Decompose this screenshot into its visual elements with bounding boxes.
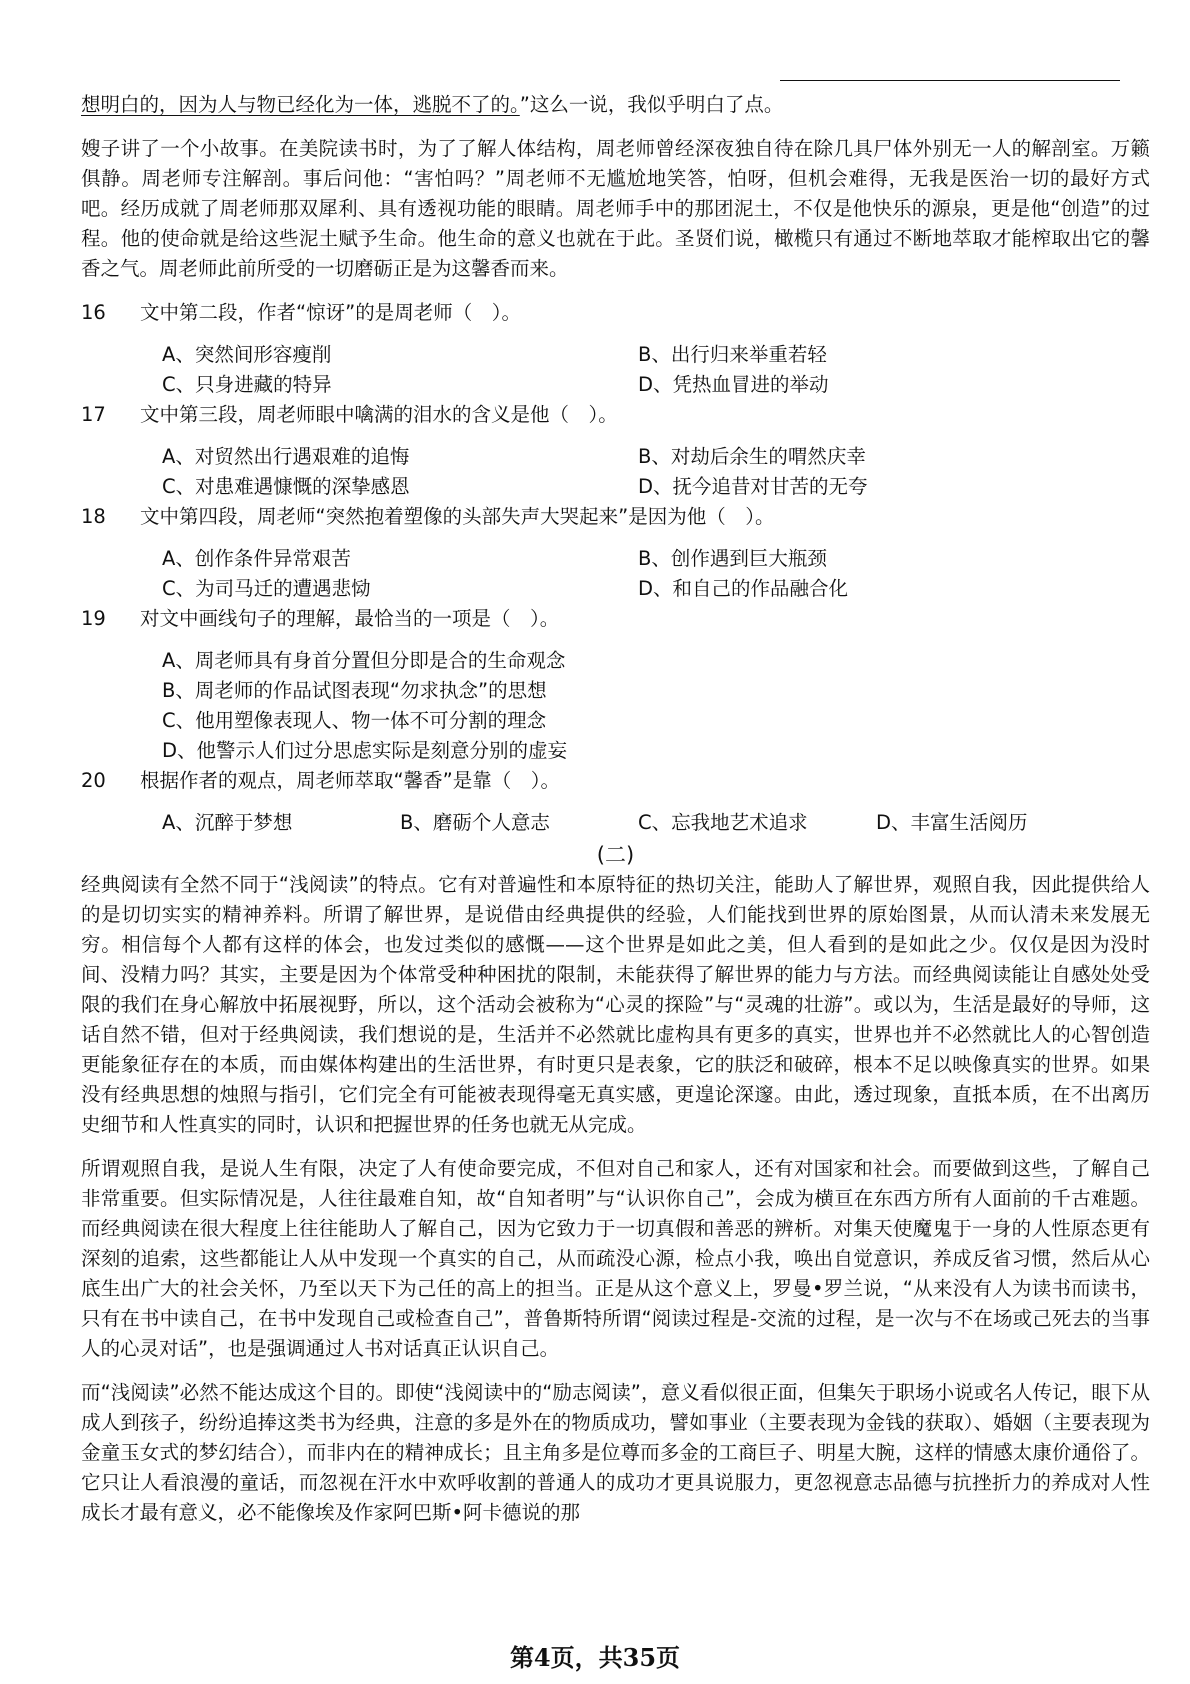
option-c[interactable]: C、忘我地艺术追求: [638, 811, 808, 834]
option-d[interactable]: D、和自己的作品融合化: [638, 577, 849, 600]
question-stem: 文中第三段，周老师眼中噙满的泪水的含义是他（ ）。: [140, 403, 618, 426]
option-a[interactable]: A、周老师具有身首分置但分即是合的生命观念: [162, 649, 566, 672]
option-b[interactable]: B、周老师的作品试图表现“勿求执念”的思想: [162, 679, 547, 702]
question-16-options: [162, 340, 1150, 400]
question-18-options: [162, 544, 1150, 604]
question-16: [81, 298, 1150, 328]
underlined-sentence: 想明白的，因为人与物已经化为一体，逃脱不了的。: [81, 93, 520, 116]
top-answer-line: [780, 80, 1120, 81]
essay-paragraph-2: 所谓观照自我，是说人生有限，决定了人有使命要完成，不但对自己和家人，还有对国家和社会。而要做到这些，了解自己非常重要。但实际情况是，人往往最难自知，故“自知者明”与“认识你自己”，会成为横亘在东西方所有人面前的千古难题。而经典阅读在很大程度上往往能助人了解自己，因为它致力于一切真假和善恶的辨析。对集天使魔鬼于一身的人性原态更有深刻的追索，这些都能让人从中发现一个真实的自己，从而疏没心源，检点小我，唤出自觉意识，养成反省习惯，然后从心底生出广大的社会关怀，乃至以天下为己任的高上的担当。正是从这个意义上，罗曼•罗兰说，“从来没有人为读书而读书，只有在书中读自己，在书中发现自己或检查自己”，普鲁斯特所谓“阅读过程是-交流的过程，是一次与不在场或己死去的当事人的心灵对话”，也是强调通过人书对话真正认识自己。: [81, 1157, 1150, 1360]
question-20-options: [162, 808, 1150, 838]
question-stem: 文中第二段，作者“惊讶”的是周老师（ ）。: [140, 301, 521, 324]
question-number: 16: [81, 301, 106, 324]
question-17: [81, 400, 1150, 430]
option-a[interactable]: A、突然间形容瘦削: [162, 343, 332, 366]
option-b[interactable]: B、创作遇到巨大瓶颈: [638, 547, 827, 570]
essay-paragraph-3: 而“浅阅读”必然不能达成这个目的。即使“浅阅读中的“励志阅读”，意义看似很正面，但集矢于职场小说或名人传记，眼下从成人到孩子，纷纷追捧这类书为经典，注意的多是外在的物质成功，譬如事业（主要表现为金钱的获取）、婚姻（主要表现为金童玉女式的梦幻结合），而非内在的精神成长；且主角多是位尊而多金的工商巨子、明星大腕，这样的情感太康价通俗了。它只让人看浪漫的童话，而忽视在汗水中欢呼收割的普通人的成功才更具说服力，更忽视意志品德与抗挫折力的养成对人性成长才最有意义，必不能像埃及作家阿巴斯•阿卡德说的那: [81, 1381, 1150, 1524]
intro-rest: ”这么一说，我似乎明白了点。: [519, 93, 784, 116]
option-c[interactable]: C、只身进藏的特异: [162, 373, 332, 396]
option-a[interactable]: A、沉醉于梦想: [162, 811, 293, 834]
question-number: 20: [81, 769, 106, 792]
option-d[interactable]: D、他警示人们过分思虑实际是刻意分别的虚妄: [162, 739, 568, 762]
question-number: 19: [81, 607, 106, 630]
story-paragraph: 嫂子讲了一个小故事。在美院读书时，为了了解人体结构，周老师曾经深夜独自待在除几具尸体外别无一人的解剖室。万籁俱静。周老师专注解剖。事后问他：“害怕吗？”周老师不无尴尬地笑答，怕呀，但机会难得，无我是医治一切的最好方式吧。经历成就了周老师那双犀利、具有透视功能的眼睛。周老师手中的那团泥土，不仅是他快乐的源泉，更是他“创造”的过程。他的使命就是给这些泥土赋予生命。他生命的意义也就在于此。圣贤们说，橄榄只有通过不断地萃取才能榨取出它的馨香之气。周老师此前所受的一切磨砺正是为这馨香而来。: [81, 137, 1150, 280]
question-number: 17: [81, 403, 106, 426]
option-a[interactable]: A、创作条件异常艰苦: [162, 547, 351, 570]
option-c[interactable]: C、对患难遇慷慨的深挚感恩: [162, 475, 410, 498]
page-content: [81, 90, 1150, 1528]
question-stem: 对文中画线句子的理解，最恰当的一项是（ ）。: [140, 607, 560, 630]
page-footer: 第4页，共35页: [509, 1643, 681, 1672]
option-b[interactable]: B、磨砺个人意志: [400, 811, 550, 834]
question-19-options: [162, 646, 1150, 766]
question-stem: 根据作者的观点，周老师萃取“馨香”是靠（ ）。: [140, 769, 560, 792]
option-c[interactable]: C、他用塑像表现人、物一体不可分割的理念: [162, 709, 547, 732]
intro-paragraph: [81, 90, 1150, 120]
question-18: [81, 502, 1150, 532]
option-b[interactable]: B、对劫后余生的喟然庆幸: [638, 445, 866, 468]
question-20: [81, 766, 1150, 796]
essay-paragraph-1: 经典阅读有全然不同于“浅阅读”的特点。它有对普遍性和本原特征的热切关注，能助人了解世界，观照自我，因此提供给人的是切切实实的精神养料。所谓了解世界，是说借由经典提供的经验，人们能找到世界的原始图景，从而认清未来发展无穷。相信每个人都有这样的体会，也发过类似的感慨——这个世界是如此之美，但人看到的是如此之少。仅仅是因为没时间、没精力吗？其实，主要是因为个体常受种种困扰的限制，未能获得了解世界的能力与方法。而经典阅读能让自感处处受限的我们在身心解放中拓展视野，所以，这个活动会被称为“心灵的探险”与“灵魂的壮游”。或以为，生活是最好的导师，这话自然不错，但对于经典阅读，我们想说的是，生活并不必然就比虚构具有更多的真实，世界也并不必然就比人的心智创造更能象征存在的本质，而由媒体构建出的生活世界，有时更只是表象，它的肤泛和破碎，根本不足以映像真实的世界。如果没有经典思想的烛照与指引，它们完全有可能被表现得毫无真实感，更遑论深邃。由此，透过现象，直抵本质，在不出离历史细节和人性真实的同时，认识和把握世界的任务也就无从完成。: [81, 873, 1150, 1136]
section-title: (二): [596, 843, 635, 867]
option-b[interactable]: B、出行归来举重若轻: [638, 343, 827, 366]
question-17-options: [162, 442, 1150, 502]
option-d[interactable]: D、丰富生活阅历: [876, 811, 1028, 834]
question-19: [81, 604, 1150, 634]
question-stem: 文中第四段，周老师“突然抱着塑像的头部失声大哭起来”是因为他（ ）。: [140, 505, 775, 528]
option-d[interactable]: D、凭热血冒进的举动: [638, 373, 829, 396]
option-a[interactable]: A、对贸然出行遇艰难的追悔: [162, 445, 410, 468]
option-d[interactable]: D、抚今追昔对甘苦的无夸: [638, 475, 868, 498]
question-number: 18: [81, 505, 106, 528]
option-c[interactable]: C、为司马迁的遭遇悲恸: [162, 577, 371, 600]
